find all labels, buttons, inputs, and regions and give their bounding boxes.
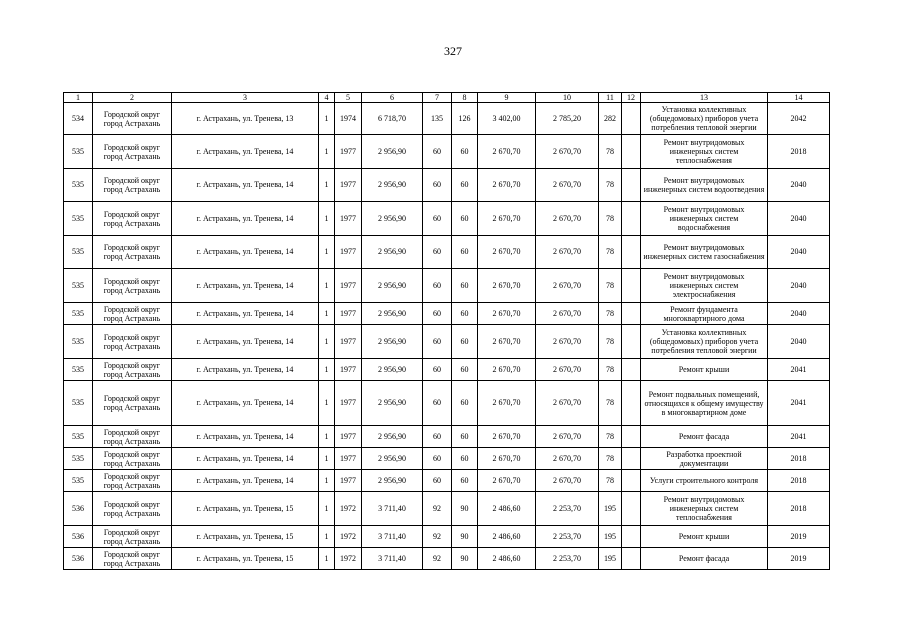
col9-cell: 2 670,70 xyxy=(478,202,536,236)
work-type-cell: Ремонт фундамента многоквартирного дома xyxy=(641,303,768,325)
row-number: 536 xyxy=(64,548,93,570)
col4-cell: 1 xyxy=(319,492,335,526)
col11-cell: 282 xyxy=(599,103,622,135)
col8-cell: 60 xyxy=(452,202,478,236)
col12-cell xyxy=(622,381,641,426)
row-number: 535 xyxy=(64,381,93,426)
col9-cell: 2 486,60 xyxy=(478,492,536,526)
col7-cell: 135 xyxy=(423,103,452,135)
table-row xyxy=(64,381,830,426)
col11-cell: 195 xyxy=(599,526,622,548)
col12-cell xyxy=(622,103,641,135)
col9-cell: 2 670,70 xyxy=(478,303,536,325)
area-total-cell: 2 956,90 xyxy=(362,381,423,426)
col7-cell: 60 xyxy=(423,269,452,303)
col12-cell xyxy=(622,135,641,169)
municipality-cell: Городской округ город Астрахань xyxy=(93,359,172,381)
year-cell: 1977 xyxy=(335,448,362,470)
row-number: 534 xyxy=(64,103,93,135)
column-number-9: 9 xyxy=(478,93,536,103)
col9-cell: 2 486,60 xyxy=(478,548,536,570)
col4-cell: 1 xyxy=(319,325,335,359)
col9-cell: 2 670,70 xyxy=(478,269,536,303)
column-number-row xyxy=(64,93,830,103)
col9-cell: 2 670,70 xyxy=(478,381,536,426)
work-type-cell: Ремонт фасада xyxy=(641,426,768,448)
column-number-14: 14 xyxy=(768,93,830,103)
page-number: 327 xyxy=(444,44,462,58)
col8-cell: 60 xyxy=(452,325,478,359)
table-row xyxy=(64,526,830,548)
year-cell: 1977 xyxy=(335,359,362,381)
area-total-cell: 2 956,90 xyxy=(362,269,423,303)
col12-cell xyxy=(622,548,641,570)
plan-year-cell: 2042 xyxy=(768,103,830,135)
col12-cell xyxy=(622,202,641,236)
col9-cell: 2 670,70 xyxy=(478,448,536,470)
area-total-cell: 3 711,40 xyxy=(362,492,423,526)
municipality-cell: Городской округ город Астрахань xyxy=(93,470,172,492)
address-cell: г. Астрахань, ул. Тренева, 14 xyxy=(172,359,319,381)
column-number-2: 2 xyxy=(93,93,172,103)
col4-cell: 1 xyxy=(319,236,335,269)
work-type-cell: Ремонт внутридомовых инженерных систем водоснабжения xyxy=(641,202,768,236)
municipality-cell: Городской округ город Астрахань xyxy=(93,526,172,548)
col12-cell xyxy=(622,303,641,325)
plan-year-cell: 2040 xyxy=(768,202,830,236)
col8-cell: 126 xyxy=(452,103,478,135)
col10-cell: 2 670,70 xyxy=(536,470,599,492)
row-number: 535 xyxy=(64,269,93,303)
address-cell: г. Астрахань, ул. Тренева, 13 xyxy=(172,103,319,135)
col4-cell: 1 xyxy=(319,526,335,548)
row-number: 535 xyxy=(64,448,93,470)
area-total-cell: 2 956,90 xyxy=(362,359,423,381)
address-cell: г. Астрахань, ул. Тренева, 14 xyxy=(172,470,319,492)
col10-cell: 2 670,70 xyxy=(536,269,599,303)
col8-cell: 60 xyxy=(452,135,478,169)
municipality-cell: Городской округ город Астрахань xyxy=(93,269,172,303)
year-cell: 1977 xyxy=(335,470,362,492)
plan-year-cell: 2040 xyxy=(768,303,830,325)
col12-cell xyxy=(622,269,641,303)
municipality-cell: Городской округ город Астрахань xyxy=(93,202,172,236)
area-total-cell: 2 956,90 xyxy=(362,448,423,470)
col11-cell: 78 xyxy=(599,236,622,269)
col12-cell xyxy=(622,236,641,269)
column-number-1: 1 xyxy=(64,93,93,103)
year-cell: 1972 xyxy=(335,548,362,570)
col7-cell: 60 xyxy=(423,325,452,359)
row-number: 535 xyxy=(64,169,93,202)
col4-cell: 1 xyxy=(319,103,335,135)
col10-cell: 2 253,70 xyxy=(536,492,599,526)
col11-cell: 195 xyxy=(599,548,622,570)
col7-cell: 60 xyxy=(423,448,452,470)
col9-cell: 2 670,70 xyxy=(478,426,536,448)
row-number: 536 xyxy=(64,492,93,526)
table-row xyxy=(64,303,830,325)
col10-cell: 2 670,70 xyxy=(536,359,599,381)
col7-cell: 60 xyxy=(423,169,452,202)
col7-cell: 60 xyxy=(423,135,452,169)
year-cell: 1977 xyxy=(335,426,362,448)
table-row xyxy=(64,202,830,236)
col7-cell: 60 xyxy=(423,236,452,269)
col11-cell: 78 xyxy=(599,269,622,303)
col7-cell: 60 xyxy=(423,426,452,448)
col11-cell: 78 xyxy=(599,448,622,470)
address-cell: г. Астрахань, ул. Тренева, 14 xyxy=(172,202,319,236)
col8-cell: 60 xyxy=(452,381,478,426)
col10-cell: 2 670,70 xyxy=(536,169,599,202)
plan-year-cell: 2041 xyxy=(768,359,830,381)
work-type-cell: Ремонт внутридомовых инженерных систем теплоснабжения xyxy=(641,135,768,169)
table-row xyxy=(64,236,830,269)
municipality-cell: Городской округ город Астрахань xyxy=(93,381,172,426)
column-number-10: 10 xyxy=(536,93,599,103)
address-cell: г. Астрахань, ул. Тренева, 15 xyxy=(172,548,319,570)
work-type-cell: Ремонт внутридомовых инженерных систем водоотведения xyxy=(641,169,768,202)
row-number: 535 xyxy=(64,202,93,236)
address-cell: г. Астрахань, ул. Тренева, 14 xyxy=(172,381,319,426)
work-type-cell: Установка коллективных (общедомовых) приборов учета потребления тепловой энергии xyxy=(641,325,768,359)
address-cell: г. Астрахань, ул. Тренева, 14 xyxy=(172,325,319,359)
col8-cell: 60 xyxy=(452,169,478,202)
work-type-cell: Ремонт фасада xyxy=(641,548,768,570)
work-type-cell: Ремонт крыши xyxy=(641,359,768,381)
plan-year-cell: 2040 xyxy=(768,269,830,303)
plan-year-cell: 2040 xyxy=(768,236,830,269)
col4-cell: 1 xyxy=(319,470,335,492)
table-row xyxy=(64,548,830,570)
row-number: 535 xyxy=(64,470,93,492)
plan-year-cell: 2018 xyxy=(768,448,830,470)
col10-cell: 2 670,70 xyxy=(536,303,599,325)
col9-cell: 3 402,00 xyxy=(478,103,536,135)
col11-cell: 78 xyxy=(599,303,622,325)
address-cell: г. Астрахань, ул. Тренева, 14 xyxy=(172,169,319,202)
address-cell: г. Астрахань, ул. Тренева, 14 xyxy=(172,303,319,325)
col11-cell: 78 xyxy=(599,470,622,492)
col12-cell xyxy=(622,426,641,448)
col12-cell xyxy=(622,492,641,526)
work-type-cell: Установка коллективных (общедомовых) приборов учета потребления тепловой энергии xyxy=(641,103,768,135)
col8-cell: 90 xyxy=(452,548,478,570)
table-row xyxy=(64,103,830,135)
col4-cell: 1 xyxy=(319,381,335,426)
col8-cell: 60 xyxy=(452,448,478,470)
col9-cell: 2 486,60 xyxy=(478,526,536,548)
col9-cell: 2 670,70 xyxy=(478,325,536,359)
table-row xyxy=(64,269,830,303)
col12-cell xyxy=(622,470,641,492)
col11-cell: 78 xyxy=(599,135,622,169)
plan-year-cell: 2019 xyxy=(768,548,830,570)
table-row xyxy=(64,448,830,470)
col4-cell: 1 xyxy=(319,548,335,570)
col8-cell: 60 xyxy=(452,303,478,325)
col10-cell: 2 670,70 xyxy=(536,325,599,359)
col12-cell xyxy=(622,526,641,548)
plan-year-cell: 2040 xyxy=(768,325,830,359)
year-cell: 1972 xyxy=(335,492,362,526)
col7-cell: 60 xyxy=(423,381,452,426)
col11-cell: 78 xyxy=(599,202,622,236)
column-number-11: 11 xyxy=(599,93,622,103)
area-total-cell: 3 711,40 xyxy=(362,526,423,548)
municipality-cell: Городской округ город Астрахань xyxy=(93,548,172,570)
col10-cell: 2 670,70 xyxy=(536,135,599,169)
table-row xyxy=(64,470,830,492)
col8-cell: 60 xyxy=(452,359,478,381)
col12-cell xyxy=(622,325,641,359)
col7-cell: 60 xyxy=(423,470,452,492)
column-number-5: 5 xyxy=(335,93,362,103)
table-row xyxy=(64,492,830,526)
year-cell: 1977 xyxy=(335,202,362,236)
col11-cell: 195 xyxy=(599,492,622,526)
col9-cell: 2 670,70 xyxy=(478,135,536,169)
row-number: 535 xyxy=(64,236,93,269)
table-row xyxy=(64,135,830,169)
column-number-13: 13 xyxy=(641,93,768,103)
col9-cell: 2 670,70 xyxy=(478,169,536,202)
plan-year-cell: 2018 xyxy=(768,135,830,169)
work-type-cell: Разработка проектной документации xyxy=(641,448,768,470)
address-cell: г. Астрахань, ул. Тренева, 14 xyxy=(172,269,319,303)
col9-cell: 2 670,70 xyxy=(478,470,536,492)
table-row xyxy=(64,426,830,448)
address-cell: г. Астрахань, ул. Тренева, 14 xyxy=(172,448,319,470)
col9-cell: 2 670,70 xyxy=(478,236,536,269)
area-total-cell: 2 956,90 xyxy=(362,202,423,236)
area-total-cell: 2 956,90 xyxy=(362,135,423,169)
row-number: 535 xyxy=(64,303,93,325)
col9-cell: 2 670,70 xyxy=(478,359,536,381)
column-number-7: 7 xyxy=(423,93,452,103)
area-total-cell: 2 956,90 xyxy=(362,325,423,359)
col4-cell: 1 xyxy=(319,269,335,303)
col4-cell: 1 xyxy=(319,426,335,448)
col4-cell: 1 xyxy=(319,359,335,381)
column-number-12: 12 xyxy=(622,93,641,103)
col10-cell: 2 670,70 xyxy=(536,202,599,236)
column-number-3: 3 xyxy=(172,93,319,103)
work-type-cell: Ремонт внутридомовых инженерных систем теплоснабжения xyxy=(641,492,768,526)
plan-year-cell: 2019 xyxy=(768,526,830,548)
col7-cell: 60 xyxy=(423,303,452,325)
area-total-cell: 3 711,40 xyxy=(362,548,423,570)
col12-cell xyxy=(622,169,641,202)
area-total-cell: 2 956,90 xyxy=(362,303,423,325)
row-number: 536 xyxy=(64,526,93,548)
col4-cell: 1 xyxy=(319,448,335,470)
work-type-cell: Услуги строительного контроля xyxy=(641,470,768,492)
table-row xyxy=(64,325,830,359)
col12-cell xyxy=(622,448,641,470)
year-cell: 1977 xyxy=(335,135,362,169)
col4-cell: 1 xyxy=(319,135,335,169)
table-row xyxy=(64,359,830,381)
col8-cell: 90 xyxy=(452,526,478,548)
col11-cell: 78 xyxy=(599,426,622,448)
year-cell: 1977 xyxy=(335,325,362,359)
area-total-cell: 6 718,70 xyxy=(362,103,423,135)
col10-cell: 2 253,70 xyxy=(536,548,599,570)
col10-cell: 2 670,70 xyxy=(536,426,599,448)
address-cell: г. Астрахань, ул. Тренева, 14 xyxy=(172,135,319,169)
address-cell: г. Астрахань, ул. Тренева, 14 xyxy=(172,236,319,269)
address-cell: г. Астрахань, ул. Тренева, 15 xyxy=(172,492,319,526)
municipality-cell: Городской округ город Астрахань xyxy=(93,426,172,448)
col7-cell: 92 xyxy=(423,548,452,570)
col10-cell: 2 670,70 xyxy=(536,381,599,426)
row-number: 535 xyxy=(64,325,93,359)
col11-cell: 78 xyxy=(599,169,622,202)
row-number: 535 xyxy=(64,426,93,448)
plan-year-cell: 2041 xyxy=(768,381,830,426)
work-type-cell: Ремонт внутридомовых инженерных систем газоснабжения xyxy=(641,236,768,269)
table-row xyxy=(64,169,830,202)
work-type-cell: Ремонт внутридомовых инженерных систем электроснабжения xyxy=(641,269,768,303)
municipality-cell: Городской округ город Астрахань xyxy=(93,169,172,202)
col10-cell: 2 253,70 xyxy=(536,526,599,548)
municipality-cell: Городской округ город Астрахань xyxy=(93,492,172,526)
col8-cell: 60 xyxy=(452,236,478,269)
col8-cell: 90 xyxy=(452,492,478,526)
col7-cell: 60 xyxy=(423,359,452,381)
plan-year-cell: 2041 xyxy=(768,426,830,448)
area-total-cell: 2 956,90 xyxy=(362,470,423,492)
year-cell: 1974 xyxy=(335,103,362,135)
col4-cell: 1 xyxy=(319,202,335,236)
row-number: 535 xyxy=(64,359,93,381)
capital-repair-table xyxy=(63,92,830,570)
col8-cell: 60 xyxy=(452,426,478,448)
column-number-4: 4 xyxy=(319,93,335,103)
col7-cell: 60 xyxy=(423,202,452,236)
col8-cell: 60 xyxy=(452,269,478,303)
address-cell: г. Астрахань, ул. Тренева, 14 xyxy=(172,426,319,448)
municipality-cell: Городской округ город Астрахань xyxy=(93,325,172,359)
col11-cell: 78 xyxy=(599,359,622,381)
plan-year-cell: 2018 xyxy=(768,470,830,492)
year-cell: 1977 xyxy=(335,381,362,426)
year-cell: 1977 xyxy=(335,269,362,303)
col7-cell: 92 xyxy=(423,492,452,526)
area-total-cell: 2 956,90 xyxy=(362,426,423,448)
row-number: 535 xyxy=(64,135,93,169)
year-cell: 1972 xyxy=(335,526,362,548)
address-cell: г. Астрахань, ул. Тренева, 15 xyxy=(172,526,319,548)
year-cell: 1977 xyxy=(335,236,362,269)
col10-cell: 2 670,70 xyxy=(536,448,599,470)
col12-cell xyxy=(622,359,641,381)
municipality-cell: Городской округ город Астрахань xyxy=(93,303,172,325)
col10-cell: 2 785,20 xyxy=(536,103,599,135)
area-total-cell: 2 956,90 xyxy=(362,169,423,202)
col8-cell: 60 xyxy=(452,470,478,492)
municipality-cell: Городской округ город Астрахань xyxy=(93,448,172,470)
area-total-cell: 2 956,90 xyxy=(362,236,423,269)
column-number-8: 8 xyxy=(452,93,478,103)
col4-cell: 1 xyxy=(319,169,335,202)
plan-year-cell: 2040 xyxy=(768,169,830,202)
work-type-cell: Ремонт крыши xyxy=(641,526,768,548)
plan-year-cell: 2018 xyxy=(768,492,830,526)
col11-cell: 78 xyxy=(599,325,622,359)
work-type-cell: Ремонт подвальных помещений, относящихся к общему имуществу в многоквартирном доме xyxy=(641,381,768,426)
municipality-cell: Городской округ город Астрахань xyxy=(93,103,172,135)
year-cell: 1977 xyxy=(335,169,362,202)
col4-cell: 1 xyxy=(319,303,335,325)
column-number-6: 6 xyxy=(362,93,423,103)
year-cell: 1977 xyxy=(335,303,362,325)
col7-cell: 92 xyxy=(423,526,452,548)
col11-cell: 78 xyxy=(599,381,622,426)
municipality-cell: Городской округ город Астрахань xyxy=(93,236,172,269)
municipality-cell: Городской округ город Астрахань xyxy=(93,135,172,169)
col10-cell: 2 670,70 xyxy=(536,236,599,269)
